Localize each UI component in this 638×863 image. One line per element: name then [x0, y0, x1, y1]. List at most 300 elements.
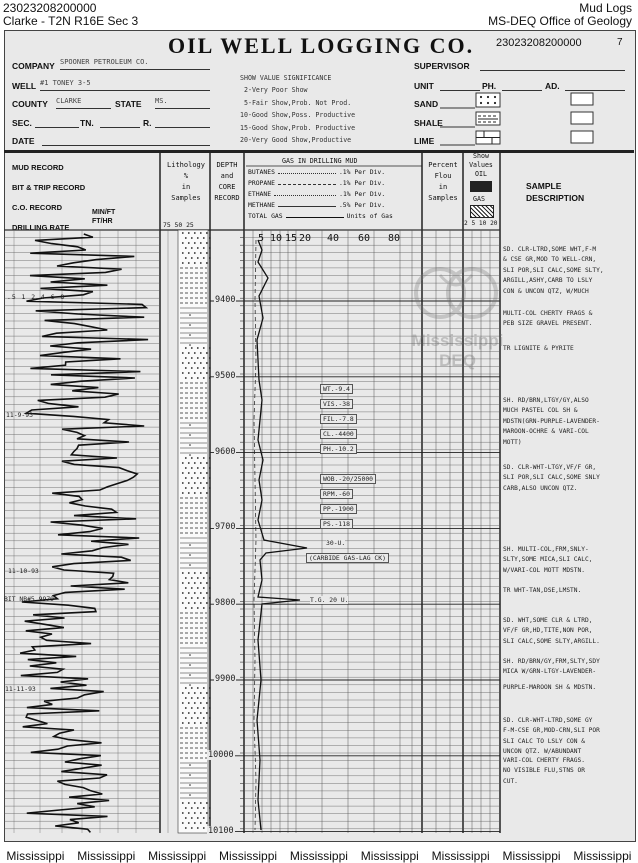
sand-dot — [189, 774, 191, 776]
sand-dot — [191, 257, 193, 259]
sand-dot — [188, 692, 190, 694]
sand-dot — [191, 707, 193, 709]
sand-dot — [209, 817, 211, 819]
mud-property: WT.-9.4 — [320, 384, 353, 394]
gas-label: GAS — [473, 195, 485, 203]
sample-description-line: MAROON-OCHRE & VARI-COL — [503, 428, 589, 436]
bit-trip-record-label: BIT & TRIP RECORD — [12, 183, 86, 192]
sand-dot — [191, 597, 193, 599]
sand-dot — [188, 252, 190, 254]
sand-dot — [197, 357, 199, 359]
sand-dot — [194, 362, 196, 364]
sand-dot — [185, 257, 187, 259]
location-label: Clarke - T2N R16E Sec 3 — [3, 14, 139, 28]
sand-dot — [185, 687, 187, 689]
sample-description — [503, 716, 634, 758]
sample-description-line: SD. WHT,SOME CLR & LTRD, — [503, 617, 593, 624]
sand-dot — [197, 817, 199, 819]
sand-dot — [194, 462, 196, 464]
sand-dot — [185, 577, 187, 579]
sand-dot — [185, 807, 187, 809]
sand-dot — [200, 372, 202, 374]
sand-dot — [188, 352, 190, 354]
sand-dot — [203, 237, 205, 239]
sand-dot — [200, 812, 202, 814]
state-label: STATE — [115, 99, 142, 109]
sand-dot — [182, 712, 184, 714]
sand-dot — [194, 822, 196, 824]
sand-dot — [197, 237, 199, 239]
sample-description-line: SLI CALC TO LSLY CON & — [503, 737, 585, 745]
sand-dot — [200, 592, 202, 594]
sand-dot — [197, 367, 199, 369]
sand-dot — [206, 692, 208, 694]
sand-dot — [203, 487, 205, 489]
sand-dot — [191, 487, 193, 489]
sand-dot — [194, 582, 196, 584]
sand-dot — [200, 712, 202, 714]
sand-dot — [203, 597, 205, 599]
sand-dot — [182, 582, 184, 584]
sand-dot — [197, 587, 199, 589]
sand-dot — [188, 372, 190, 374]
show-label: Show — [473, 152, 489, 160]
sand-dot — [194, 372, 196, 374]
description-title: DESCRIPTION — [526, 193, 585, 203]
sand-dot — [209, 247, 211, 249]
sample-description-line: SLTY,SOME MICA,SLI CALC, — [503, 556, 593, 564]
sand-dot — [194, 722, 196, 724]
lithology-in: in — [181, 183, 191, 191]
sand-dot — [188, 572, 190, 574]
values-label: Values — [469, 161, 493, 169]
sand-dot — [182, 822, 184, 824]
sample-description-line: MULTI-COL CHERTY FRAGS & — [503, 310, 593, 317]
sample-description — [503, 396, 634, 448]
sand-label: SAND — [414, 99, 439, 109]
sand-dot — [209, 477, 211, 479]
sand-dot — [206, 582, 208, 584]
sand-dot — [206, 482, 208, 484]
gas-scale-tick: 40 — [327, 233, 340, 244]
sand-dot — [185, 817, 187, 819]
sand-dot — [209, 807, 211, 809]
oil-label: OIL — [475, 170, 487, 178]
sand-dot — [200, 262, 202, 264]
date-marker: 11-11-93 — [5, 685, 36, 693]
sand-dot — [200, 692, 202, 694]
sand-dot — [185, 827, 187, 829]
rate-scale: .5 1 2 4 6 8 — [7, 293, 66, 301]
sand-dot — [189, 444, 191, 446]
sample-description-line: MICA W/GRN-LTGY-LAVENDER- — [503, 668, 597, 676]
page-number: 7 — [617, 37, 623, 48]
sand-dot — [209, 607, 211, 609]
gas-scale-tick: 5 — [258, 233, 265, 244]
sand-dot — [209, 597, 211, 599]
sand-dot — [182, 362, 184, 364]
sand-dot — [206, 362, 208, 364]
sand-dot — [191, 347, 193, 349]
sand-dot — [191, 607, 193, 609]
date-label: DATE — [12, 136, 35, 146]
sand-dot — [189, 564, 191, 566]
gas-peak-note: 30-U. — [326, 539, 346, 547]
pf-in: in — [438, 183, 448, 191]
sample-description-line: SD. CLR-WHT-LTRD,SOME GY — [503, 717, 593, 724]
sand-dot — [188, 362, 190, 364]
rate-unit-min-ft: MIN/FT — [92, 209, 116, 216]
supervisor-label: SUPERVISOR — [414, 61, 470, 71]
sand-dot — [197, 717, 199, 719]
depth-label: 9400 — [215, 295, 236, 305]
sand-dot — [188, 492, 190, 494]
sand-dot — [200, 252, 202, 254]
sand-dot — [209, 587, 211, 589]
gas-scale-tick: 60 — [358, 233, 371, 244]
sand-dot — [206, 372, 208, 374]
depth-label: 10100 — [208, 826, 234, 836]
sample-description — [503, 586, 634, 596]
sand-dot — [185, 237, 187, 239]
sand-dot — [185, 707, 187, 709]
sand-dot — [209, 577, 211, 579]
sand-dot — [191, 717, 193, 719]
footer-text: Mississippi — [360, 849, 419, 863]
sample-description — [503, 657, 634, 678]
sand-dot — [185, 367, 187, 369]
sample-description-line: MDSTN(GRN-PURPLE-LAVENDER- — [503, 417, 600, 425]
sand-dot — [188, 822, 190, 824]
sand-dot — [200, 492, 202, 494]
sand-dot — [185, 377, 187, 379]
units-of-gas: Units of Gas — [346, 212, 393, 220]
sand-dot — [209, 487, 211, 489]
depth-label: 9600 — [215, 447, 236, 457]
mud-property: VIS.-38 — [320, 399, 353, 409]
footer-watermark — [0, 849, 638, 863]
sample-description-line: SD. CLR-LTRD,SOME WHT,F-M — [503, 246, 597, 253]
log-title: OIL WELL LOGGING CO. — [168, 33, 475, 58]
sand-dot — [197, 687, 199, 689]
sand-dot — [206, 232, 208, 234]
footer-text: Mississippi — [502, 849, 561, 863]
sand-dot — [189, 544, 191, 546]
sample-description — [503, 616, 634, 647]
sand-dot — [203, 587, 205, 589]
sand-dot — [191, 247, 193, 249]
sand-dot — [209, 467, 211, 469]
sand-dot — [206, 462, 208, 464]
sand-dot — [206, 242, 208, 244]
sample-description-line: TR WHT-TAN,DSE,LMSTN. — [503, 587, 582, 594]
mud-property: PP.-1900 — [320, 504, 357, 514]
sand-dot — [189, 684, 191, 686]
footer-text: Mississippi — [148, 849, 207, 863]
sand-dot — [200, 722, 202, 724]
sample-description-line: & CSE GR,MOD TO WELL-CRN, — [503, 256, 597, 264]
sand-dot — [209, 257, 211, 259]
sand-dot — [194, 712, 196, 714]
sand-dot — [197, 597, 199, 599]
sand-dot — [182, 592, 184, 594]
sand-dot — [200, 822, 202, 824]
gas-scale-tick: 80 — [388, 233, 401, 244]
sand-dot — [191, 477, 193, 479]
sand-dot — [185, 357, 187, 359]
sample-description-line: PEB SIZE GRAVEL PRESENT. — [503, 320, 593, 328]
sand-dot — [194, 802, 196, 804]
sample-description-line: SLI CALC,SOME SLTY,ARGILL. — [503, 637, 600, 645]
mud-property: WOB.-20/25000 — [320, 474, 376, 484]
sand-dot — [200, 232, 202, 234]
date-marker: 11-10-93 — [8, 567, 39, 575]
sand-dot — [203, 817, 205, 819]
sand-dot — [191, 697, 193, 699]
sand-dot — [188, 482, 190, 484]
significance-title: SHOW VALUE SIGNIFICANCE — [240, 74, 332, 82]
sample-title: SAMPLE — [526, 181, 562, 191]
sand-dot — [203, 367, 205, 369]
sand-dot — [185, 597, 187, 599]
sand-dot — [188, 702, 190, 704]
sand-dot — [206, 572, 208, 574]
gas-name: BUTANES — [248, 168, 275, 176]
footer-text: Mississippi — [573, 849, 632, 863]
sand-dot — [206, 352, 208, 354]
sand-dot — [182, 602, 184, 604]
trip-gas-note: T.G. 20 U. — [310, 596, 349, 604]
sand-dot — [200, 572, 202, 574]
sand-dot — [194, 252, 196, 254]
gas-title: GAS IN DRILLING MUD — [282, 157, 358, 165]
sand-dot — [203, 607, 205, 609]
sand-dot — [200, 582, 202, 584]
sand-dot — [182, 812, 184, 814]
gas-pct: .1% Per Div. — [338, 168, 386, 176]
sand-dot — [203, 477, 205, 479]
sample-description-line: TR LIGNITE & PYRITE — [503, 345, 574, 352]
depth-and: and — [220, 172, 234, 180]
drilling-rate-label: DRILLING RATE — [12, 223, 70, 232]
footer-text: Mississippi — [77, 849, 136, 863]
sample-description-line: SH. MULTI-COL,FRM,SNLY- — [503, 546, 589, 553]
sand-dot — [209, 237, 211, 239]
sand-dot — [182, 352, 184, 354]
footer-text: Mississippi — [431, 849, 490, 863]
sand-dot — [206, 722, 208, 724]
sand-dot — [206, 252, 208, 254]
show-scale: 2 5 10 20 — [464, 220, 498, 227]
gas-scale-tick: 10 — [270, 233, 283, 244]
sand-dot — [209, 377, 211, 379]
sample-description-line: UNCON QTZ. W/ABUNDANT — [503, 748, 582, 756]
footer-text: Mississippi — [219, 849, 278, 863]
lithology-track — [178, 230, 208, 833]
sand-dot — [197, 477, 199, 479]
significance-row: 15-Good Show,Prob. Productive — [240, 123, 356, 132]
sand-dot — [206, 492, 208, 494]
sand-dot — [206, 602, 208, 604]
sand-dot — [189, 424, 191, 426]
sand-dot — [203, 247, 205, 249]
sample-description-line: MOTT) — [503, 438, 522, 446]
sand-dot — [206, 712, 208, 714]
co-record-label: C.O. RECORD — [12, 203, 63, 212]
sample-description-line: W/VARI-COL MOTT MDSTN. — [503, 566, 585, 574]
sand-dot — [188, 602, 190, 604]
sand-dot — [200, 702, 202, 704]
well-value: #1 TONEY 3-5 — [40, 79, 210, 91]
state-value: MS. — [155, 97, 210, 109]
sand-dot — [189, 794, 191, 796]
sand-dot — [191, 807, 193, 809]
sand-dot — [197, 707, 199, 709]
sand-dot — [188, 262, 190, 264]
sand-dot — [194, 602, 196, 604]
lithology-scale: 75 50 25 — [163, 221, 194, 229]
sand-dot — [191, 457, 193, 459]
sand-dot — [203, 687, 205, 689]
sand-dot — [182, 722, 184, 724]
sand-dot — [209, 457, 211, 459]
sand-dot — [206, 262, 208, 264]
sample-description-line: VARI-COL CHERTY FRAGS. — [503, 757, 585, 764]
sand-dot — [188, 582, 190, 584]
lithology-samples: Samples — [171, 194, 201, 202]
sand-dot — [182, 232, 184, 234]
mdeq-watermark — [410, 255, 505, 375]
sample-description — [503, 245, 634, 297]
sand-dot — [189, 764, 191, 766]
sand-dot — [188, 722, 190, 724]
well-label: WELL — [12, 81, 37, 91]
sand-dot — [209, 717, 211, 719]
sand-dot — [191, 357, 193, 359]
sand-dot — [185, 697, 187, 699]
significance-row: 20-Very Good Show,Productive — [240, 136, 352, 145]
sand-dot — [185, 607, 187, 609]
sand-dot — [197, 577, 199, 579]
sand-dot — [182, 482, 184, 484]
sand-dot — [200, 362, 202, 364]
sand-dot — [189, 674, 191, 676]
pf-flou: Flou — [434, 172, 452, 180]
sand-dot — [182, 492, 184, 494]
county-label: COUNTY — [12, 99, 48, 109]
lithology-title: Lithology — [167, 161, 205, 169]
carbide-note: (CARBIDE GAS-LAG CK) — [306, 553, 389, 563]
sand-dot — [189, 344, 191, 346]
collection-label: Mud Logs — [579, 1, 632, 15]
mud-property: PH.-10.2 — [320, 444, 357, 454]
sand-dot — [189, 324, 191, 326]
sand-dot — [191, 587, 193, 589]
sand-dot — [203, 457, 205, 459]
depth-core: CORE — [218, 183, 236, 191]
sand-dot — [203, 467, 205, 469]
sand-dot — [194, 482, 196, 484]
sample-description — [503, 545, 634, 576]
sand-dot — [191, 367, 193, 369]
footer-text: Mississippi — [289, 849, 348, 863]
mud-record-label: MUD RECORD — [12, 163, 64, 172]
county-value: CLARKE — [56, 97, 111, 109]
sand-dot — [185, 347, 187, 349]
sand-dot — [191, 377, 193, 379]
depth-label: 9500 — [215, 371, 236, 381]
sand-dot — [206, 812, 208, 814]
sand-dot — [194, 242, 196, 244]
sand-dot — [185, 717, 187, 719]
tn-label: TN. — [80, 118, 94, 128]
sand-dot — [203, 357, 205, 359]
significance-row: 5-Fair Show,Prob. Not Prod. — [244, 98, 352, 107]
sand-dot — [189, 334, 191, 336]
sand-dot — [182, 702, 184, 704]
sand-dot — [197, 607, 199, 609]
sand-dot — [200, 602, 202, 604]
sample-description-line: CUT. — [503, 777, 518, 785]
sample-description-line: SD. CLR-WHT-LTGY,VF/F GR, — [503, 464, 597, 471]
gas-pct: .1% Per Div. — [339, 190, 386, 198]
r-label: R. — [143, 118, 152, 128]
footer-text: Mississippi — [6, 849, 65, 863]
sand-dot — [194, 352, 196, 354]
pf-samples: Samples — [428, 194, 458, 202]
unit-label: UNIT — [414, 81, 434, 91]
sand-dot — [194, 492, 196, 494]
sand-dot — [182, 252, 184, 254]
gas-name: TOTAL GAS — [248, 212, 283, 220]
sand-dot — [189, 554, 191, 556]
sand-dot — [209, 347, 211, 349]
sand-dot — [191, 237, 193, 239]
sand-dot — [209, 367, 211, 369]
mud-property: CL.-4400 — [320, 429, 357, 439]
depth-label: 9900 — [215, 674, 236, 684]
sample-description-line: PURPLE-MAROON SH & MDSTN. — [503, 684, 597, 691]
ad-label: AD. — [545, 81, 560, 91]
sample-description-line: CARB,ALSO UNCON QTZ. — [503, 484, 578, 492]
sand-dot — [191, 827, 193, 829]
sand-dot — [185, 477, 187, 479]
watermark-text-2: DEQ — [439, 351, 476, 370]
sand-dot — [188, 802, 190, 804]
sand-dot — [197, 457, 199, 459]
lithology-percent: % — [183, 172, 189, 180]
sand-dot — [182, 802, 184, 804]
sand-dot — [209, 687, 211, 689]
mud-property: FIL.-7.8 — [320, 414, 357, 424]
depth-label: 9800 — [215, 598, 236, 608]
sand-dot — [200, 352, 202, 354]
sand-dot — [203, 697, 205, 699]
sand-dot — [189, 664, 191, 666]
sand-dot — [182, 242, 184, 244]
gas-name: PROPANE — [248, 179, 275, 187]
sand-dot — [203, 707, 205, 709]
sand-dot — [194, 232, 196, 234]
sand-dot — [189, 784, 191, 786]
sand-dot — [188, 462, 190, 464]
sand-dot — [189, 434, 191, 436]
sand-dot — [203, 807, 205, 809]
sand-dot — [188, 232, 190, 234]
sand-dot — [182, 572, 184, 574]
gas-scale-tick: 20 — [299, 233, 312, 244]
bit-record: BIT NB#5 9979' — [4, 595, 58, 603]
